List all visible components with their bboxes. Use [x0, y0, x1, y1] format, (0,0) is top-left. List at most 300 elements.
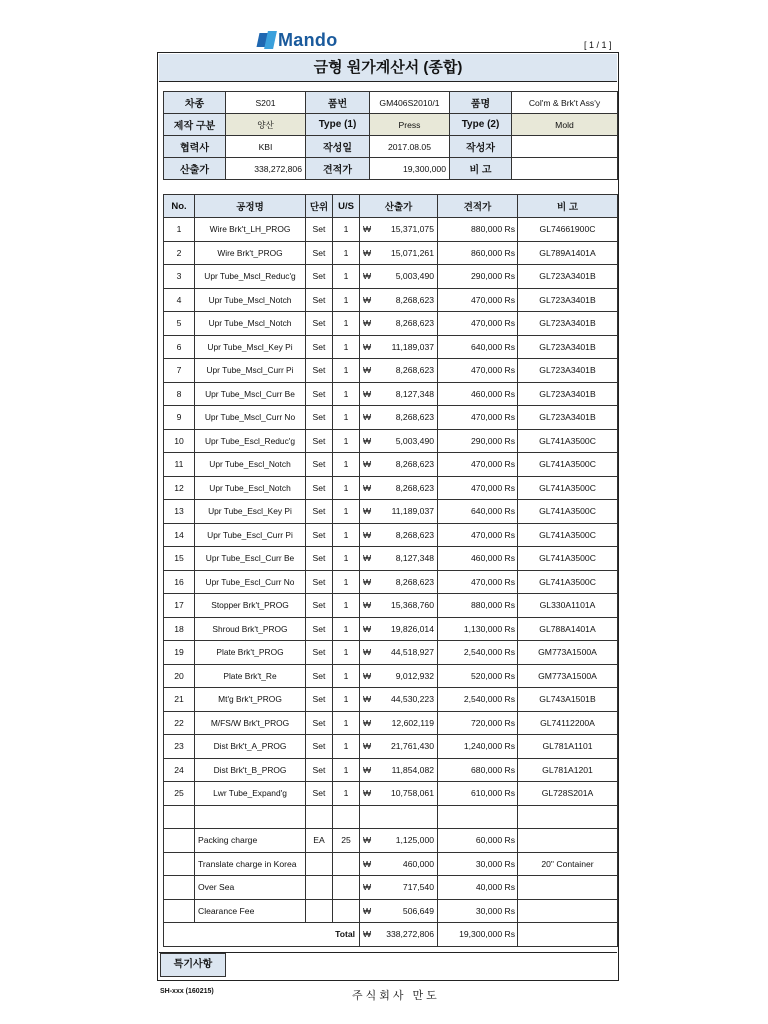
col-note: 비 고: [518, 195, 618, 218]
table-row: [164, 570, 618, 594]
won-symbol: ₩: [360, 735, 375, 759]
part-no-value: GM406S2010/1: [370, 92, 450, 114]
extra-us: [333, 899, 360, 923]
row-us: 1: [333, 547, 360, 571]
row-unit: Set: [306, 547, 333, 571]
row-us: 1: [333, 312, 360, 336]
won-symbol: ₩: [360, 429, 375, 453]
date-value: 2017.08.05: [370, 136, 450, 158]
row-note: GL789A1401A: [518, 241, 618, 265]
row-unit: Set: [306, 523, 333, 547]
row-no: 10: [164, 429, 195, 453]
table-row: [164, 335, 618, 359]
row-no: 5: [164, 312, 195, 336]
row-estimate: 470,000 Rs: [438, 476, 518, 500]
row-no: 4: [164, 288, 195, 312]
row-calc-value: 8,268,623: [375, 312, 438, 336]
table-row: [164, 429, 618, 453]
table-row: [164, 312, 618, 336]
row-us: 1: [333, 429, 360, 453]
row-note: GL723A3401B: [518, 312, 618, 336]
car-label: 차종: [164, 92, 226, 114]
row-unit: Set: [306, 570, 333, 594]
row-unit: Set: [306, 382, 333, 406]
table-row: [164, 758, 618, 782]
row-us: 1: [333, 335, 360, 359]
extra-unit: [306, 852, 333, 876]
row-process-name: Wire Brk't_LH_PROG: [195, 218, 306, 242]
mando-logo: [258, 27, 338, 53]
total-row: [164, 923, 618, 947]
row-calc-value: 8,268,623: [375, 288, 438, 312]
row-note: GL788A1401A: [518, 617, 618, 641]
row-estimate: 880,000 Rs: [438, 218, 518, 242]
table-row: [164, 594, 618, 618]
col-calc: 산출가: [360, 195, 438, 218]
row-us: 1: [333, 288, 360, 312]
extra-unit: [306, 876, 333, 900]
row-calc-value: 15,071,261: [375, 241, 438, 265]
table-row: [164, 265, 618, 289]
row-no: 14: [164, 523, 195, 547]
won-symbol: ₩: [360, 453, 375, 477]
row-estimate: 2,540,000 Rs: [438, 641, 518, 665]
row-unit: Set: [306, 688, 333, 712]
row-us: 1: [333, 500, 360, 524]
row-no: 12: [164, 476, 195, 500]
page-number: [ 1 / 1 ]: [584, 40, 612, 50]
row-unit: Set: [306, 617, 333, 641]
make-type-value: 양산: [226, 114, 306, 136]
row-estimate: 470,000 Rs: [438, 359, 518, 383]
row-us: 1: [333, 359, 360, 383]
row-unit: Set: [306, 312, 333, 336]
row-unit: Set: [306, 594, 333, 618]
extra-row: [164, 852, 618, 876]
row-estimate: 680,000 Rs: [438, 758, 518, 782]
row-unit: Set: [306, 218, 333, 242]
total-estimate: 19,300,000 Rs: [438, 923, 518, 947]
row-no: 21: [164, 688, 195, 712]
row-estimate: 470,000 Rs: [438, 312, 518, 336]
row-process-name: Upr Tube_Mscl_Reduc'g: [195, 265, 306, 289]
table-row: [164, 782, 618, 806]
row-calc-value: 19,826,014: [375, 617, 438, 641]
row-unit: Set: [306, 406, 333, 430]
extra-note: [518, 829, 618, 853]
table-row: [164, 547, 618, 571]
row-note: GL723A3401B: [518, 382, 618, 406]
row-process-name: Upr Tube_Escl_Curr Be: [195, 547, 306, 571]
row-calc-value: 8,268,623: [375, 453, 438, 477]
row-calc-value: 21,761,430: [375, 735, 438, 759]
extra-row: [164, 899, 618, 923]
won-symbol: ₩: [360, 758, 375, 782]
row-calc-value: 11,189,037: [375, 335, 438, 359]
row-us: 1: [333, 382, 360, 406]
row-us: 1: [333, 406, 360, 430]
row-note: GL781A1201: [518, 758, 618, 782]
blank-cell: [306, 805, 333, 829]
row-us: 1: [333, 523, 360, 547]
col-us: U/S: [333, 195, 360, 218]
remark-value: [512, 158, 618, 180]
table-row: [164, 500, 618, 524]
row-unit: Set: [306, 500, 333, 524]
extra-name: Translate charge in Korea: [195, 852, 306, 876]
table-row: [164, 735, 618, 759]
extra-estimate: 40,000 Rs: [438, 876, 518, 900]
row-no: 6: [164, 335, 195, 359]
blank-cell: [164, 805, 195, 829]
part-name-label: 품명: [450, 92, 512, 114]
row-no: 13: [164, 500, 195, 524]
won-symbol: ₩: [360, 547, 375, 571]
won-symbol: ₩: [360, 523, 375, 547]
row-note: GL781A1101: [518, 735, 618, 759]
row-calc-value: 15,368,760: [375, 594, 438, 618]
row-estimate: 520,000 Rs: [438, 664, 518, 688]
row-no: 16: [164, 570, 195, 594]
row-note: GL723A3401B: [518, 288, 618, 312]
extra-us: [333, 876, 360, 900]
row-process-name: Upr Tube_Mscl_Curr No: [195, 406, 306, 430]
row-note: GL723A3401B: [518, 335, 618, 359]
row-process-name: Upr Tube_Escl_Key Pi: [195, 500, 306, 524]
row-us: 1: [333, 758, 360, 782]
total-note: [518, 923, 618, 947]
extra-calc-value: 1,125,000: [375, 829, 438, 853]
row-estimate: 880,000 Rs: [438, 594, 518, 618]
won-symbol: ₩: [360, 782, 375, 806]
row-unit: Set: [306, 641, 333, 665]
mando-logo-icon: [258, 31, 276, 49]
row-process-name: Upr Tube_Escl_Curr Pi: [195, 523, 306, 547]
total-calc-value: 338,272,806: [375, 923, 438, 947]
part-name-value: Col'm & Brk't Ass'y: [512, 92, 618, 114]
blank-cell: [195, 805, 306, 829]
row-us: 1: [333, 711, 360, 735]
extra-calc-value: 460,000: [375, 852, 438, 876]
extra-row: [164, 876, 618, 900]
col-process: 공정명: [195, 195, 306, 218]
row-no: 25: [164, 782, 195, 806]
blank-cell: [360, 805, 375, 829]
row-process-name: M/FS/W Brk't_PROG: [195, 711, 306, 735]
table-row: [164, 476, 618, 500]
row-us: 1: [333, 570, 360, 594]
table-row: [164, 688, 618, 712]
table-row: [164, 664, 618, 688]
row-note: GL741A3500C: [518, 523, 618, 547]
row-us: 1: [333, 664, 360, 688]
row-process-name: Plate Brk't_PROG: [195, 641, 306, 665]
row-calc-value: 8,127,348: [375, 382, 438, 406]
type1-value: Press: [370, 114, 450, 136]
row-us: 1: [333, 453, 360, 477]
table-row: [164, 406, 618, 430]
row-note: GL723A3401B: [518, 265, 618, 289]
row-us: 1: [333, 265, 360, 289]
row-process-name: Upr Tube_Mscl_Notch: [195, 312, 306, 336]
extra-estimate: 30,000 Rs: [438, 899, 518, 923]
row-calc-value: 8,268,623: [375, 476, 438, 500]
row-unit: Set: [306, 758, 333, 782]
row-process-name: Upr Tube_Escl_Notch: [195, 453, 306, 477]
row-us: 1: [333, 594, 360, 618]
row-no: 24: [164, 758, 195, 782]
row-unit: Set: [306, 735, 333, 759]
partner-value: KBI: [226, 136, 306, 158]
col-unit: 단위: [306, 195, 333, 218]
table-row: [164, 523, 618, 547]
row-calc-value: 8,127,348: [375, 547, 438, 571]
extra-note: 20" Container: [518, 852, 618, 876]
extra-estimate: 60,000 Rs: [438, 829, 518, 853]
row-note: GL741A3500C: [518, 429, 618, 453]
won-symbol: ₩: [360, 312, 375, 336]
row-calc-value: 8,268,623: [375, 523, 438, 547]
extra-name: Packing charge: [195, 829, 306, 853]
row-note: GL741A3500C: [518, 570, 618, 594]
won-symbol: ₩: [360, 899, 375, 923]
won-symbol: ₩: [360, 664, 375, 688]
won-symbol: ₩: [360, 241, 375, 265]
won-symbol: ₩: [360, 852, 375, 876]
row-unit: Set: [306, 664, 333, 688]
row-no: 17: [164, 594, 195, 618]
document-title: 금형 원가계산서 (종합): [159, 54, 617, 82]
blank-cell: [518, 805, 618, 829]
extra-note: [518, 899, 618, 923]
won-symbol: ₩: [360, 218, 375, 242]
row-estimate: 720,000 Rs: [438, 711, 518, 735]
row-no: 9: [164, 406, 195, 430]
extra-row: [164, 829, 618, 853]
row-estimate: 1,240,000 Rs: [438, 735, 518, 759]
row-us: 1: [333, 688, 360, 712]
row-estimate: 640,000 Rs: [438, 500, 518, 524]
row-no: 7: [164, 359, 195, 383]
special-notes: [159, 952, 617, 978]
row-process-name: Dist Brk't_B_PROG: [195, 758, 306, 782]
table-row: [164, 241, 618, 265]
extra-calc-value: 506,649: [375, 899, 438, 923]
row-calc-value: 10,758,061: [375, 782, 438, 806]
won-symbol: ₩: [360, 335, 375, 359]
row-note: GL741A3500C: [518, 547, 618, 571]
special-notes-label: 특기사항: [160, 953, 226, 977]
date-label: 작성일: [306, 136, 370, 158]
row-us: 1: [333, 476, 360, 500]
row-unit: Set: [306, 782, 333, 806]
author-label: 작성자: [450, 136, 512, 158]
row-us: 1: [333, 218, 360, 242]
row-process-name: Upr Tube_Mscl_Curr Be: [195, 382, 306, 406]
row-calc-value: 15,371,075: [375, 218, 438, 242]
row-us: 1: [333, 641, 360, 665]
won-symbol: ₩: [360, 876, 375, 900]
row-no: 2: [164, 241, 195, 265]
row-process-name: Upr Tube_Escl_Reduc'g: [195, 429, 306, 453]
row-note: GL74112200A: [518, 711, 618, 735]
type2-value: Mold: [512, 114, 618, 136]
table-row: [164, 382, 618, 406]
won-symbol: ₩: [360, 594, 375, 618]
row-unit: Set: [306, 359, 333, 383]
won-symbol: ₩: [360, 500, 375, 524]
won-symbol: ₩: [360, 711, 375, 735]
extra-note: [518, 876, 618, 900]
type1-label: Type (1): [306, 114, 370, 136]
row-no: 8: [164, 382, 195, 406]
table-row: [164, 617, 618, 641]
partner-label: 협력사: [164, 136, 226, 158]
row-no: 18: [164, 617, 195, 641]
row-calc-value: 8,268,623: [375, 570, 438, 594]
row-process-name: Upr Tube_Mscl_Key Pi: [195, 335, 306, 359]
table-row: [164, 453, 618, 477]
row-note: GM773A1500A: [518, 641, 618, 665]
table-header-row: [164, 195, 618, 218]
row-estimate: 460,000 Rs: [438, 382, 518, 406]
col-estimate: 견적가: [438, 195, 518, 218]
won-symbol: ₩: [360, 406, 375, 430]
car-value: S201: [226, 92, 306, 114]
table-row: [164, 641, 618, 665]
row-unit: Set: [306, 453, 333, 477]
row-estimate: 1,130,000 Rs: [438, 617, 518, 641]
row-calc-value: 8,268,623: [375, 359, 438, 383]
total-label: Total: [164, 923, 360, 947]
company-name: 주식회사 만도: [352, 990, 440, 1002]
extra-us: 25: [333, 829, 360, 853]
table-row: [164, 359, 618, 383]
extra-no: [164, 852, 195, 876]
row-estimate: 2,540,000 Rs: [438, 688, 518, 712]
extra-name: Over Sea: [195, 876, 306, 900]
won-symbol: ₩: [360, 829, 375, 853]
won-symbol: ₩: [360, 265, 375, 289]
row-calc-value: 11,189,037: [375, 500, 438, 524]
extra-unit: [306, 899, 333, 923]
part-no-label: 품번: [306, 92, 370, 114]
row-note: GL741A3500C: [518, 476, 618, 500]
row-unit: Set: [306, 711, 333, 735]
row-no: 11: [164, 453, 195, 477]
row-note: GL74661900C: [518, 218, 618, 242]
row-unit: Set: [306, 335, 333, 359]
extra-estimate: 30,000 Rs: [438, 852, 518, 876]
row-note: GL741A3500C: [518, 500, 618, 524]
calc-value: 338,272,806: [226, 158, 306, 180]
row-note: GL330A1101A: [518, 594, 618, 618]
type2-label: Type (2): [450, 114, 512, 136]
row-estimate: 610,000 Rs: [438, 782, 518, 806]
row-unit: Set: [306, 288, 333, 312]
extra-us: [333, 852, 360, 876]
row-note: GL741A3500C: [518, 453, 618, 477]
row-us: 1: [333, 617, 360, 641]
blank-cell: [438, 805, 518, 829]
row-calc-value: 5,003,490: [375, 265, 438, 289]
row-us: 1: [333, 782, 360, 806]
row-note: GM773A1500A: [518, 664, 618, 688]
estimate-label: 견적가: [306, 158, 370, 180]
row-unit: Set: [306, 241, 333, 265]
logo-text: Mando: [278, 29, 338, 50]
row-unit: Set: [306, 265, 333, 289]
row-process-name: Upr Tube_Mscl_Notch: [195, 288, 306, 312]
won-symbol: ₩: [360, 359, 375, 383]
won-symbol: ₩: [360, 688, 375, 712]
won-symbol: ₩: [360, 570, 375, 594]
extra-no: [164, 829, 195, 853]
blank-cell: [333, 805, 360, 829]
row-note: GL728S201A: [518, 782, 618, 806]
row-calc-value: 11,854,082: [375, 758, 438, 782]
table-row: [164, 711, 618, 735]
row-estimate: 640,000 Rs: [438, 335, 518, 359]
remark-label: 비 고: [450, 158, 512, 180]
won-symbol: ₩: [360, 382, 375, 406]
row-note: GL723A3401B: [518, 406, 618, 430]
row-unit: Set: [306, 476, 333, 500]
row-calc-value: 44,530,223: [375, 688, 438, 712]
row-no: 22: [164, 711, 195, 735]
row-process-name: Mt'g Brk't_PROG: [195, 688, 306, 712]
info-table: [163, 91, 618, 180]
row-calc-value: 5,003,490: [375, 429, 438, 453]
row-estimate: 290,000 Rs: [438, 265, 518, 289]
row-calc-value: 44,518,927: [375, 641, 438, 665]
row-process-name: Upr Tube_Escl_Curr No: [195, 570, 306, 594]
row-unit: Set: [306, 429, 333, 453]
table-row: [164, 218, 618, 242]
row-process-name: Dist Brk't_A_PROG: [195, 735, 306, 759]
won-symbol: ₩: [360, 617, 375, 641]
row-note: GL743A1501B: [518, 688, 618, 712]
extra-calc-value: 717,540: [375, 876, 438, 900]
make-type-label: 제작 구분: [164, 114, 226, 136]
row-no: 20: [164, 664, 195, 688]
row-process-name: Plate Brk't_Re: [195, 664, 306, 688]
calc-label: 산출가: [164, 158, 226, 180]
row-calc-value: 9,012,932: [375, 664, 438, 688]
row-estimate: 470,000 Rs: [438, 406, 518, 430]
blank-cell: [375, 805, 438, 829]
author-value: [512, 136, 618, 158]
row-estimate: 470,000 Rs: [438, 453, 518, 477]
row-process-name: Shroud Brk't_PROG: [195, 617, 306, 641]
row-estimate: 470,000 Rs: [438, 570, 518, 594]
col-no: No.: [164, 195, 195, 218]
row-calc-value: 12,602,119: [375, 711, 438, 735]
row-calc-value: 8,268,623: [375, 406, 438, 430]
row-process-name: Stopper Brk't_PROG: [195, 594, 306, 618]
extra-unit: EA: [306, 829, 333, 853]
row-no: 23: [164, 735, 195, 759]
row-process-name: Wire Brk't_PROG: [195, 241, 306, 265]
row-estimate: 290,000 Rs: [438, 429, 518, 453]
row-us: 1: [333, 735, 360, 759]
row-estimate: 470,000 Rs: [438, 288, 518, 312]
row-us: 1: [333, 241, 360, 265]
row-estimate: 460,000 Rs: [438, 547, 518, 571]
won-symbol: ₩: [360, 641, 375, 665]
estimate-value: 19,300,000: [370, 158, 450, 180]
items-table: [163, 194, 618, 947]
